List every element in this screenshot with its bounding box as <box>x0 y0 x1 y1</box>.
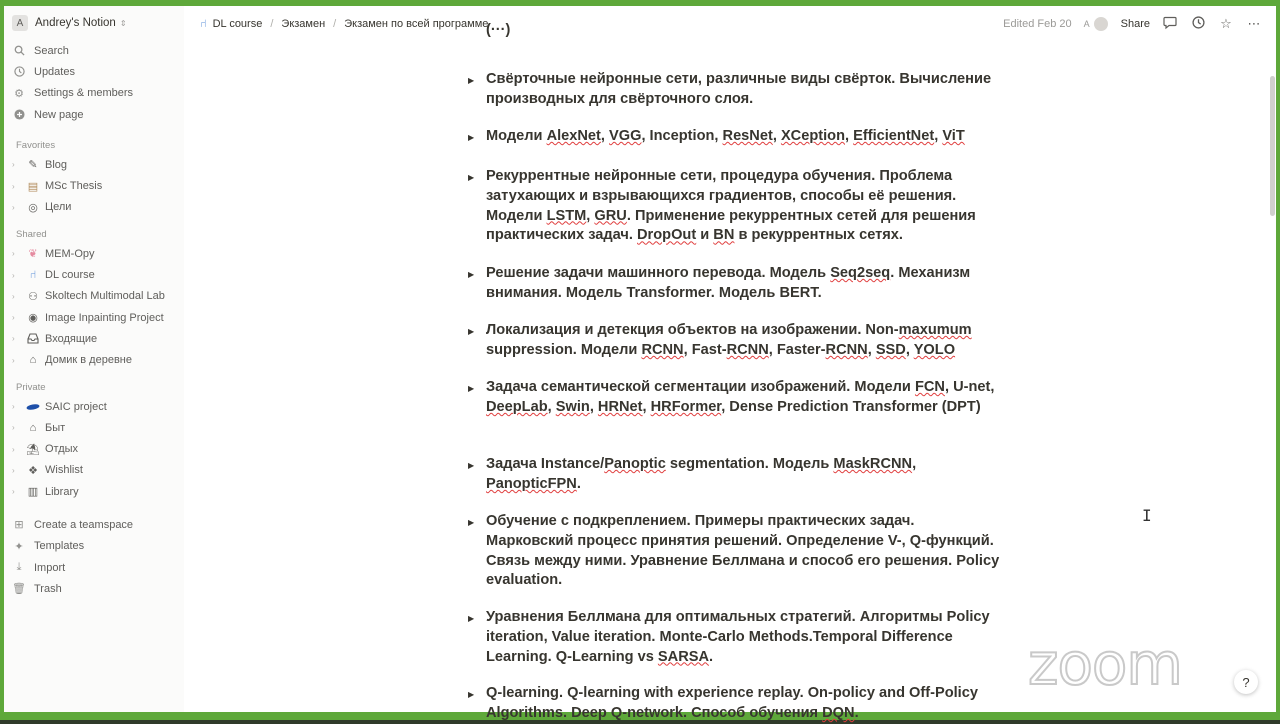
sidebar-settings[interactable] <box>4 83 184 104</box>
import-icon: ⤓ <box>16 561 22 574</box>
sidebar-item-vacation[interactable] <box>4 438 184 459</box>
spellcheck-word: SSD <box>875 341 906 358</box>
sidebar <box>4 6 184 712</box>
spellcheck-word: maxumum <box>898 322 972 338</box>
toggle-item[interactable] <box>464 455 1004 495</box>
breadcrumb-separator: / <box>333 18 337 30</box>
text-run: . Применение рекуррентных сетей для решения практических задач. <box>486 207 976 244</box>
templates-icon: ✦ <box>14 540 24 553</box>
sidebar-nav-label: Create a teamspace <box>34 518 134 531</box>
sidebar-item-label: Wishlist <box>45 464 83 477</box>
more-icon[interactable]: ⋯ <box>1247 16 1261 31</box>
sidebar-item-mem-opy[interactable] <box>4 243 184 264</box>
toggle-item[interactable] <box>464 684 1004 724</box>
toggle-triangle-icon[interactable]: ▶ <box>468 133 475 142</box>
toggle-item-text[interactable] <box>486 322 972 358</box>
toggle-item[interactable] <box>464 321 1004 361</box>
toggle-item[interactable] <box>464 512 1004 591</box>
chair-icon: ⑁ <box>29 269 37 282</box>
text-run: Модели <box>486 128 547 144</box>
brain-icon: ❦ <box>28 248 38 261</box>
samsung-icon <box>26 400 40 414</box>
toggle-triangle-icon[interactable]: ▶ <box>468 461 475 470</box>
people-icon: ⚇ <box>28 290 38 303</box>
private-heading: Private <box>16 381 46 393</box>
spellcheck-word: GRU <box>594 207 627 224</box>
toggle-triangle-icon[interactable]: ▶ <box>468 76 475 85</box>
sidebar-nav-label: Updates <box>34 65 75 78</box>
sidebar-item-saic-project[interactable] <box>4 396 184 417</box>
sidebar-item-label: Library <box>45 485 79 498</box>
book-icon: ▤ <box>27 180 39 193</box>
text-run: Задача семантической сегментации изображений. Модели <box>486 379 915 395</box>
plus-circle-icon <box>12 108 26 122</box>
toggle-item-text[interactable] <box>486 456 916 492</box>
text-run: , <box>772 128 781 144</box>
workspace-switcher[interactable] <box>4 10 184 36</box>
sidebar-item-dl-course[interactable] <box>4 264 184 285</box>
toggle-item[interactable] <box>464 127 1004 147</box>
chair-icon: ⑁ <box>200 18 207 30</box>
text-run: Локализация и детекция объектов на изображении. Non- <box>486 322 899 338</box>
toggle-item-text[interactable] <box>486 609 990 665</box>
toggle-triangle-icon[interactable]: ▶ <box>468 690 475 699</box>
sidebar-import[interactable] <box>4 557 184 578</box>
toggle-item-text[interactable] <box>486 128 965 144</box>
sidebar-item-skoltech-lab[interactable] <box>4 286 184 307</box>
search-icon <box>12 44 26 58</box>
text-run: , Inception, <box>641 128 723 144</box>
text-run: , <box>547 398 556 415</box>
sidebar-updates[interactable] <box>4 61 184 82</box>
scrollbar-thumb[interactable] <box>1270 76 1275 216</box>
sidebar-item-label: Image Inpainting Project <box>45 311 164 324</box>
sidebar-item-label: MSc Thesis <box>45 180 103 193</box>
chevron-right-icon[interactable]: › <box>12 160 15 170</box>
spellcheck-word: Swin <box>555 398 590 415</box>
text-run: , <box>600 128 610 144</box>
text-run: Уравнения Беллмана для оптимальных стратегий. Алгоритмы Policy iteration, Value iteration. Monte-Carlo Methods.Temporal Difference Learning. Q-Learning vs <box>486 609 990 665</box>
zoom-watermark: zoom <box>1028 630 1182 698</box>
sidebar-nav-label: Search <box>34 44 69 57</box>
gift-icon: ❖ <box>28 464 38 477</box>
history-clock-icon[interactable] <box>1190 16 1206 32</box>
spellcheck-word: AlexNet <box>546 128 601 144</box>
breadcrumb-exam[interactable]: Экзамен <box>281 18 326 30</box>
avatar-letter: A <box>1083 19 1090 29</box>
workspace-badge: A <box>12 15 28 31</box>
text-run: Задача Instance/ <box>486 456 605 472</box>
sidebar-nav-label: Import <box>34 561 66 574</box>
chevron-right-icon[interactable]: › <box>12 270 15 280</box>
sidebar-item-label: Отдых <box>45 443 79 456</box>
comment-icon[interactable] <box>1162 16 1178 32</box>
home-icon: ⌂ <box>29 421 37 434</box>
target-icon: ◎ <box>28 201 38 214</box>
library-icon: ▥ <box>27 486 39 499</box>
sidebar-item-image-inpainting[interactable] <box>4 307 184 328</box>
chevron-right-icon[interactable]: › <box>12 487 15 497</box>
chevron-right-icon[interactable]: › <box>12 423 15 433</box>
toggle-triangle-icon[interactable]: ▶ <box>468 518 475 527</box>
sidebar-item-label: Домик в деревне <box>45 354 132 367</box>
spellcheck-word: BN <box>713 227 735 244</box>
sidebar-item-goals[interactable] <box>4 197 184 218</box>
chevron-right-icon[interactable]: › <box>12 202 15 212</box>
text-run: . <box>709 648 714 665</box>
text-run: , <box>934 128 943 144</box>
spellcheck-word: FCN <box>914 379 945 395</box>
sidebar-create-teamspace[interactable] <box>4 514 184 535</box>
text-run: , <box>845 128 854 144</box>
text-run: , Dense Prediction Transformer (DPT) <box>721 398 981 415</box>
toggle-item[interactable] <box>464 70 1004 110</box>
sidebar-item-label: SAIC project <box>45 400 107 413</box>
sidebar-item-village-house[interactable] <box>4 350 184 371</box>
sidebar-item-library[interactable] <box>4 481 184 502</box>
spellcheck-word: DQN <box>822 704 855 721</box>
chevron-right-icon[interactable]: › <box>12 355 15 365</box>
circle-icon: ◉ <box>28 312 38 325</box>
toggle-item[interactable] <box>464 167 1004 246</box>
spellcheck-word: ViT <box>942 128 965 144</box>
text-run: suppression. Модели <box>486 341 642 358</box>
spellcheck-word: EfficientNet <box>853 128 935 144</box>
sidebar-item-label: Быт <box>45 421 66 434</box>
toggle-item-text[interactable] <box>486 379 994 415</box>
text-run: , <box>589 398 598 415</box>
gear-icon: ⚙ <box>14 87 24 100</box>
text-run: Q-learning. Q-learning with experience replay. On-policy and Off-Policy Algorithms. Deep Q-network. Способ обучения <box>486 685 978 721</box>
toggle-triangle-icon[interactable]: ▶ <box>468 270 475 279</box>
sidebar-item-inbox[interactable] <box>4 328 184 349</box>
sidebar-nav-label: New page <box>34 108 84 121</box>
spellcheck-word: MaskRCNN <box>833 456 913 472</box>
spellcheck-word: HRNet <box>597 398 643 415</box>
sidebar-nav-label: Trash <box>34 582 62 595</box>
chevron-right-icon[interactable]: › <box>12 444 15 454</box>
spellcheck-word: DropOut <box>637 227 697 244</box>
text-run: Обучение с подкреплением. Примеры практических задач. Марковский процесс принятия решений. Определение V-, Q-функций. Связь между ними. Уравнение Беллмана и способ его решения. Policy evaluation. <box>486 513 1000 589</box>
scrollbar[interactable] <box>1268 46 1276 246</box>
edited-timestamp[interactable]: Edited Feb 20 <box>1003 18 1072 30</box>
text-run: segmentation. Модель <box>665 456 834 472</box>
toggle-item[interactable] <box>464 608 1004 667</box>
toggle-item[interactable] <box>464 264 1004 304</box>
toggle-item-text[interactable] <box>486 265 970 301</box>
chevron-right-icon[interactable]: › <box>12 465 15 475</box>
spellcheck-word: DeepLab <box>486 398 548 415</box>
spellcheck-word: YOLO <box>913 341 956 358</box>
text-run: , Fast- <box>683 341 727 358</box>
sidebar-item-label: Skoltech Multimodal Lab <box>45 290 165 303</box>
spellcheck-word: ResNet <box>722 128 773 144</box>
sidebar-item-household[interactable] <box>4 417 184 438</box>
toggle-item-text[interactable] <box>486 168 976 243</box>
sidebar-item-wishlist[interactable] <box>4 460 184 481</box>
text-run: и <box>696 227 714 244</box>
breadcrumb-dl-course[interactable]: DL course <box>212 18 263 30</box>
toggle-triangle-icon[interactable]: ▶ <box>468 614 475 623</box>
teamspace-icon: ⊞ <box>14 519 24 532</box>
trash-icon: 🗑 <box>12 583 26 596</box>
sidebar-item-label: Цели <box>45 201 72 214</box>
text-run: Решение задачи машинного перевода. Модель <box>486 265 831 281</box>
text-run: , <box>586 207 595 224</box>
toggle-item-text[interactable] <box>486 71 991 107</box>
beach-icon: ⛱ <box>26 443 40 456</box>
sidebar-templates[interactable] <box>4 536 184 557</box>
toggle-triangle-icon[interactable]: ▶ <box>468 327 475 336</box>
toggle-item-text[interactable] <box>486 685 978 721</box>
workspace-name: Andrey's Notion <box>35 17 116 29</box>
sidebar-item-blog[interactable] <box>4 154 184 175</box>
sidebar-item-label: DL course <box>45 269 95 282</box>
spellcheck-word: Seq2seq <box>830 265 891 281</box>
chevron-right-icon[interactable]: › <box>12 249 15 259</box>
help-button[interactable]: ? <box>1234 670 1258 694</box>
clock-icon <box>12 65 26 79</box>
spellcheck-word: RCNN <box>825 341 868 358</box>
spellcheck-word: XCeption <box>780 128 845 144</box>
pencil-icon: ✎ <box>28 159 38 172</box>
chevron-right-icon[interactable]: › <box>12 291 15 301</box>
toggle-item[interactable] <box>464 378 1004 418</box>
toggle-triangle-icon[interactable]: ▶ <box>468 384 475 393</box>
spellcheck-word: PanopticFPN <box>486 475 577 492</box>
text-run: , <box>912 456 917 472</box>
text-run: в рекуррентных сетях. <box>734 227 903 244</box>
sidebar-item-label: Входящие <box>45 332 98 345</box>
spellcheck-word: HRFormer <box>650 398 722 415</box>
text-run: . <box>576 475 581 492</box>
star-icon[interactable]: ☆ <box>1220 16 1232 31</box>
chevron-right-icon[interactable]: › <box>12 313 15 323</box>
toggle-item-text[interactable] <box>486 513 999 588</box>
collaborators[interactable] <box>1084 16 1109 32</box>
text-run: . <box>854 704 859 721</box>
chevron-right-icon[interactable]: › <box>12 334 15 344</box>
text-cursor-icon: I <box>1142 506 1152 525</box>
inbox-icon <box>26 332 40 346</box>
favorites-heading: Favorites <box>16 140 56 152</box>
text-run: Свёрточные нейронные сети, различные виды свёрток. Вычисление производных для свёрточного слоя. <box>486 71 992 107</box>
sidebar-nav-label: Templates <box>34 540 85 553</box>
breadcrumb-current-page[interactable]: Экзамен по всей программе <box>344 18 489 30</box>
spellcheck-word: RCNN <box>641 341 684 358</box>
house-icon: ⌂ <box>29 354 37 367</box>
spellcheck-word: LSTM <box>546 207 587 224</box>
chevron-right-icon[interactable]: › <box>12 402 15 411</box>
text-run: , Faster- <box>768 341 826 358</box>
sidebar-item-label: MEM-Opy <box>45 247 95 260</box>
spellcheck-word: VGG <box>609 128 642 144</box>
shared-heading: Shared <box>16 229 47 241</box>
spellcheck-word: RCNN <box>726 341 769 358</box>
text-run: , U-net, <box>944 379 995 395</box>
avatar <box>1093 16 1109 32</box>
text-run: . Механизм внимания. Модель Transformer. Модель BERT. <box>486 265 971 301</box>
sidebar-item-msc-thesis[interactable] <box>4 175 184 196</box>
chevron-right-icon[interactable]: › <box>12 181 15 191</box>
chevron-updown-icon: ⇕ <box>119 18 127 28</box>
sidebar-trash[interactable] <box>4 578 184 599</box>
text-run: , <box>642 398 651 415</box>
sidebar-item-label: Blog <box>45 158 68 171</box>
spellcheck-word: SARSA <box>657 648 710 665</box>
text-run: , <box>867 341 876 358</box>
previous-item-cutoff: (···) <box>486 22 511 38</box>
sidebar-search[interactable] <box>4 40 184 61</box>
sidebar-nav-label: Settings & members <box>34 87 134 100</box>
toggle-triangle-icon[interactable]: ▶ <box>468 173 475 182</box>
breadcrumb-separator: / <box>270 18 274 30</box>
text-run: Рекуррентные нейронные сети, процедура обучения. Проблема затухающих и взрывающихся градиентов, способы её решения. Модели <box>486 168 957 224</box>
spellcheck-word: Panoptic <box>604 456 666 472</box>
sidebar-new-page[interactable] <box>4 104 184 125</box>
share-button[interactable]: Share <box>1120 18 1150 30</box>
text-run: , <box>905 341 914 358</box>
